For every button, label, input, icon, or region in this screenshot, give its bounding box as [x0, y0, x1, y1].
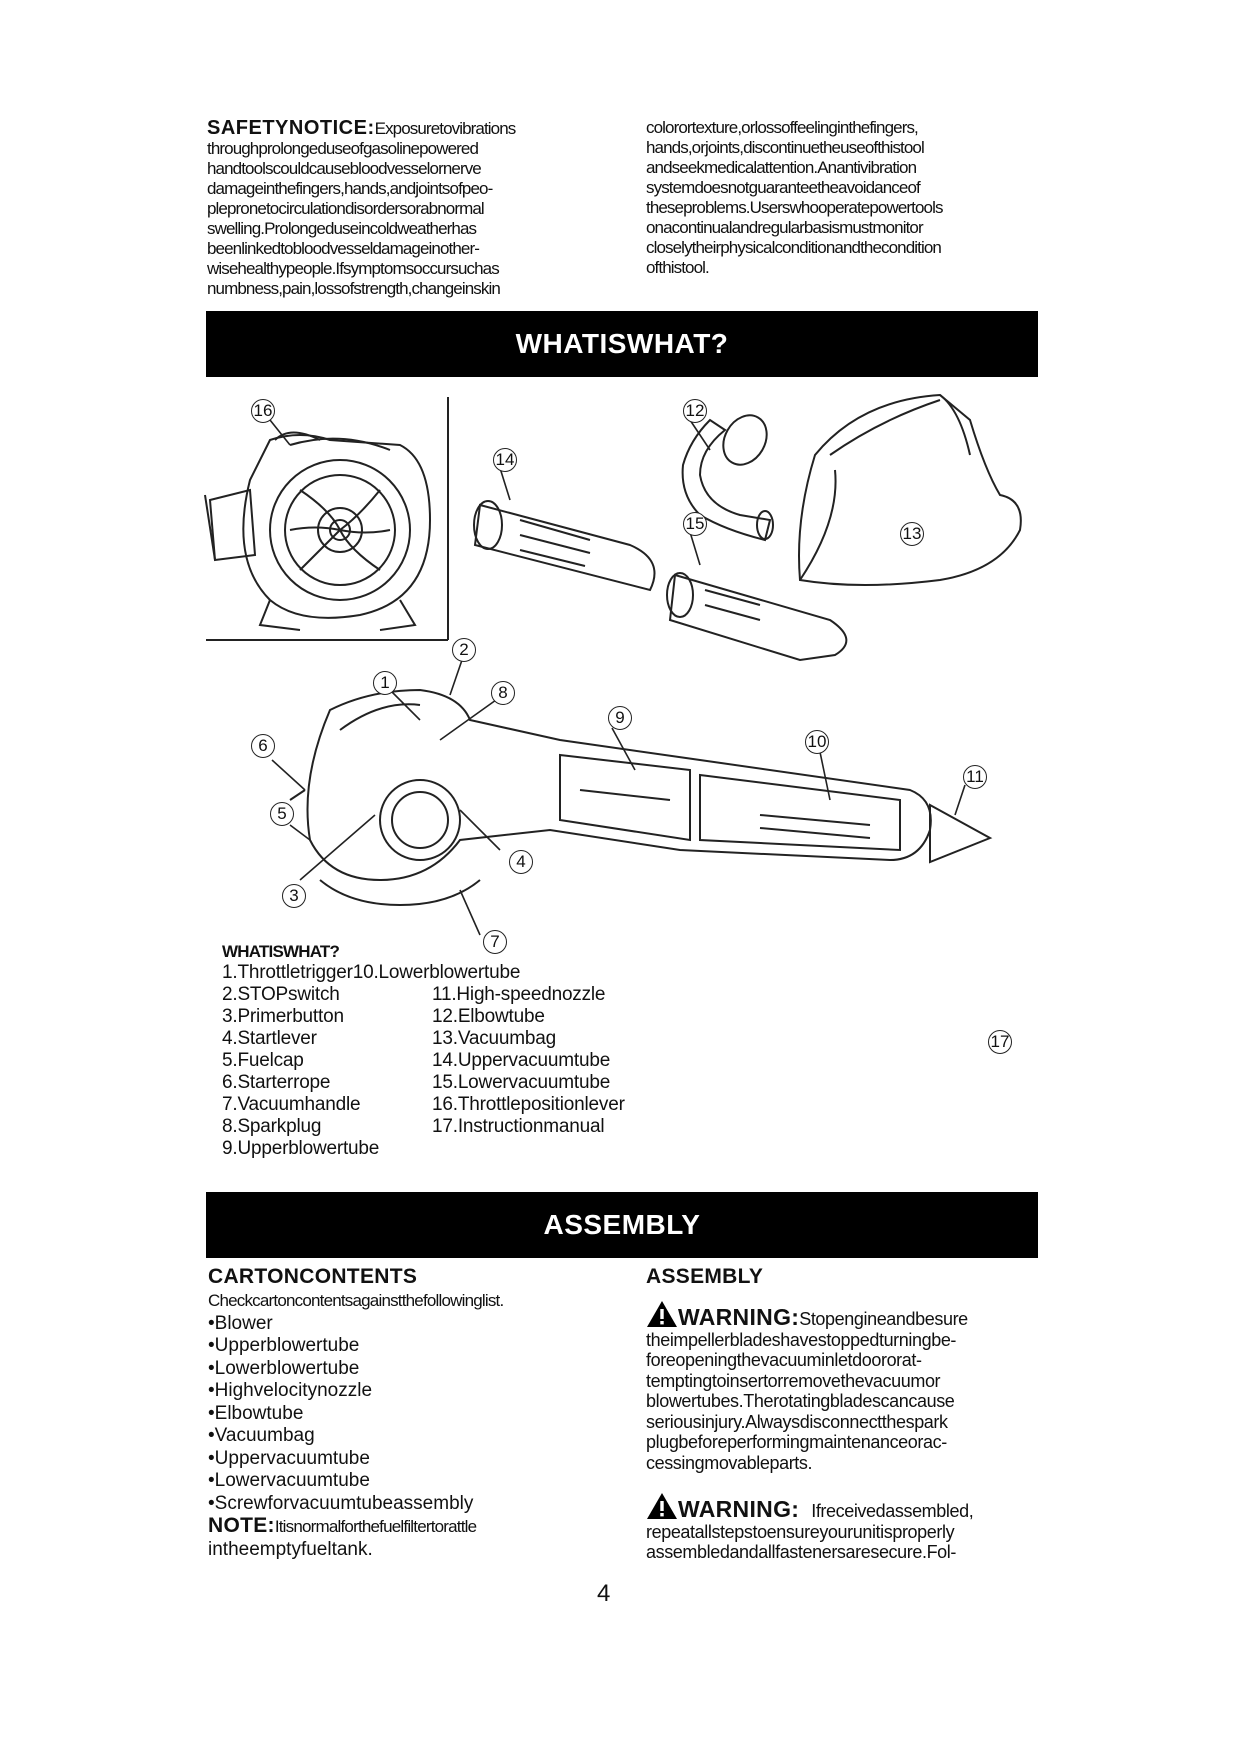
legend-row-1: 1.Throttletrigger10.Lowerblowertube	[222, 962, 521, 983]
safety-notice-right: colorortexture,orlossoffeelinginthefingers, hands,orjoints,discontinuetheuseofthistool andseekmedicalattention.Anantivibration systemdoesnotguaranteetheavoidanceof theseproblems.Userswhooperatepowertools onacontinualandregularbasismustmonitor closelytheirphysicalconditionandthecondition ofthistool.	[646, 118, 943, 277]
warning-triangle-icon	[646, 1492, 678, 1520]
callout-10: 10	[805, 730, 829, 754]
safety-notice-label: SAFETYNOTICE:	[207, 117, 375, 139]
callout-9: 9	[608, 706, 632, 730]
warning-triangle-icon	[646, 1300, 678, 1328]
callout-5: 5	[270, 802, 294, 826]
safety-notice-left: SAFETYNOTICE:Exposuretovibrations throughprolongeduseofgasolinepowered handtoolscouldcausebloodvesselornerve damageinthefingers,hands,andjointsofpeo- plepronetocirculationdisordersorabnormal swelling.Prolongeduseincoldweatherhas beenlinkedtobloodvesseldamageinother- wisehealthypeople.Ifsymptomsoccursuchas numbness,pain,lossofstrength,changeinskin	[207, 117, 516, 298]
what-is-what-banner: WHATISWHAT?	[206, 311, 1038, 377]
callout-12: 12	[683, 399, 707, 423]
carton-contents-title: CARTONCONTENTS	[208, 1265, 418, 1288]
vacuum-bag-drawing	[799, 395, 1021, 585]
legend-right-column: 11.High-speednozzle 12.Elbowtube 13.Vacuumbag 14.Uppervacuumtube 15.Lowervacuumtube 16.Throttlepositionlever 17.Instructionmanual	[432, 984, 625, 1137]
engine-housing-drawing	[205, 397, 448, 640]
callout-4: 4	[509, 850, 533, 874]
callout-16: 16	[251, 399, 275, 423]
callout-7: 7	[483, 930, 507, 954]
callout-2: 2	[452, 638, 476, 662]
callout-15: 15	[683, 512, 707, 536]
lower-vacuum-tube-drawing	[667, 573, 846, 660]
callout-17: 17	[988, 1030, 1012, 1054]
warning-block-1: WARNING:Stopengineandbesure theimpellerbladeshavestoppedturningbe- foreopeningthevacuuminletdoororat- temptingtoinsertorremovethevacuumor blowertubes.Therotatingbladescancause seriousinjury.Alwaysdisconnectthespark plugbeforeperformingmaintenanceorac- cessingmovableparts.	[646, 1300, 1046, 1473]
callout-11: 11	[963, 765, 987, 789]
callout-3: 3	[282, 884, 306, 908]
callout-14: 14	[493, 448, 517, 472]
assembly-title: ASSEMBLY	[646, 1265, 764, 1288]
callout-8: 8	[491, 681, 515, 705]
carton-contents-list: Checkcartoncontentsagainstthefollowinglist. •Blower •Upperblowertube •Lowerblowertube •Highvelocitynozzle •Elbowtube •Vacuumbag •Uppervacuumtube •Lowervacuumtube •Screwforvacuumtubeassembly NOTE:Itisnormalforthefuelfiltertorattle intheemptyfueltank.	[208, 1291, 504, 1560]
note-label: NOTE:	[208, 1514, 275, 1537]
legend-title: WHATISWHAT?	[222, 942, 340, 961]
upper-vacuum-tube-drawing	[474, 501, 655, 590]
callout-1: 1	[373, 671, 397, 695]
page-number: 4	[597, 1580, 611, 1607]
callout-6: 6	[251, 734, 275, 758]
callout-13: 13	[900, 522, 924, 546]
assembly-banner: ASSEMBLY	[206, 1192, 1038, 1258]
blower-drawing	[290, 690, 990, 905]
warning-block-2: WARNING: Ifreceivedassembled, repeatallstepstoensureyourunitisproperly assembledandallfastenersaresecure.Fol-	[646, 1492, 1046, 1563]
legend-left-column: 2.STOPswitch 3.Primerbutton 4.Startlever 5.Fuelcap 6.Starterrope 7.Vacuumhandle 8.Sparkplug 9.Upperblowertube	[222, 984, 380, 1159]
